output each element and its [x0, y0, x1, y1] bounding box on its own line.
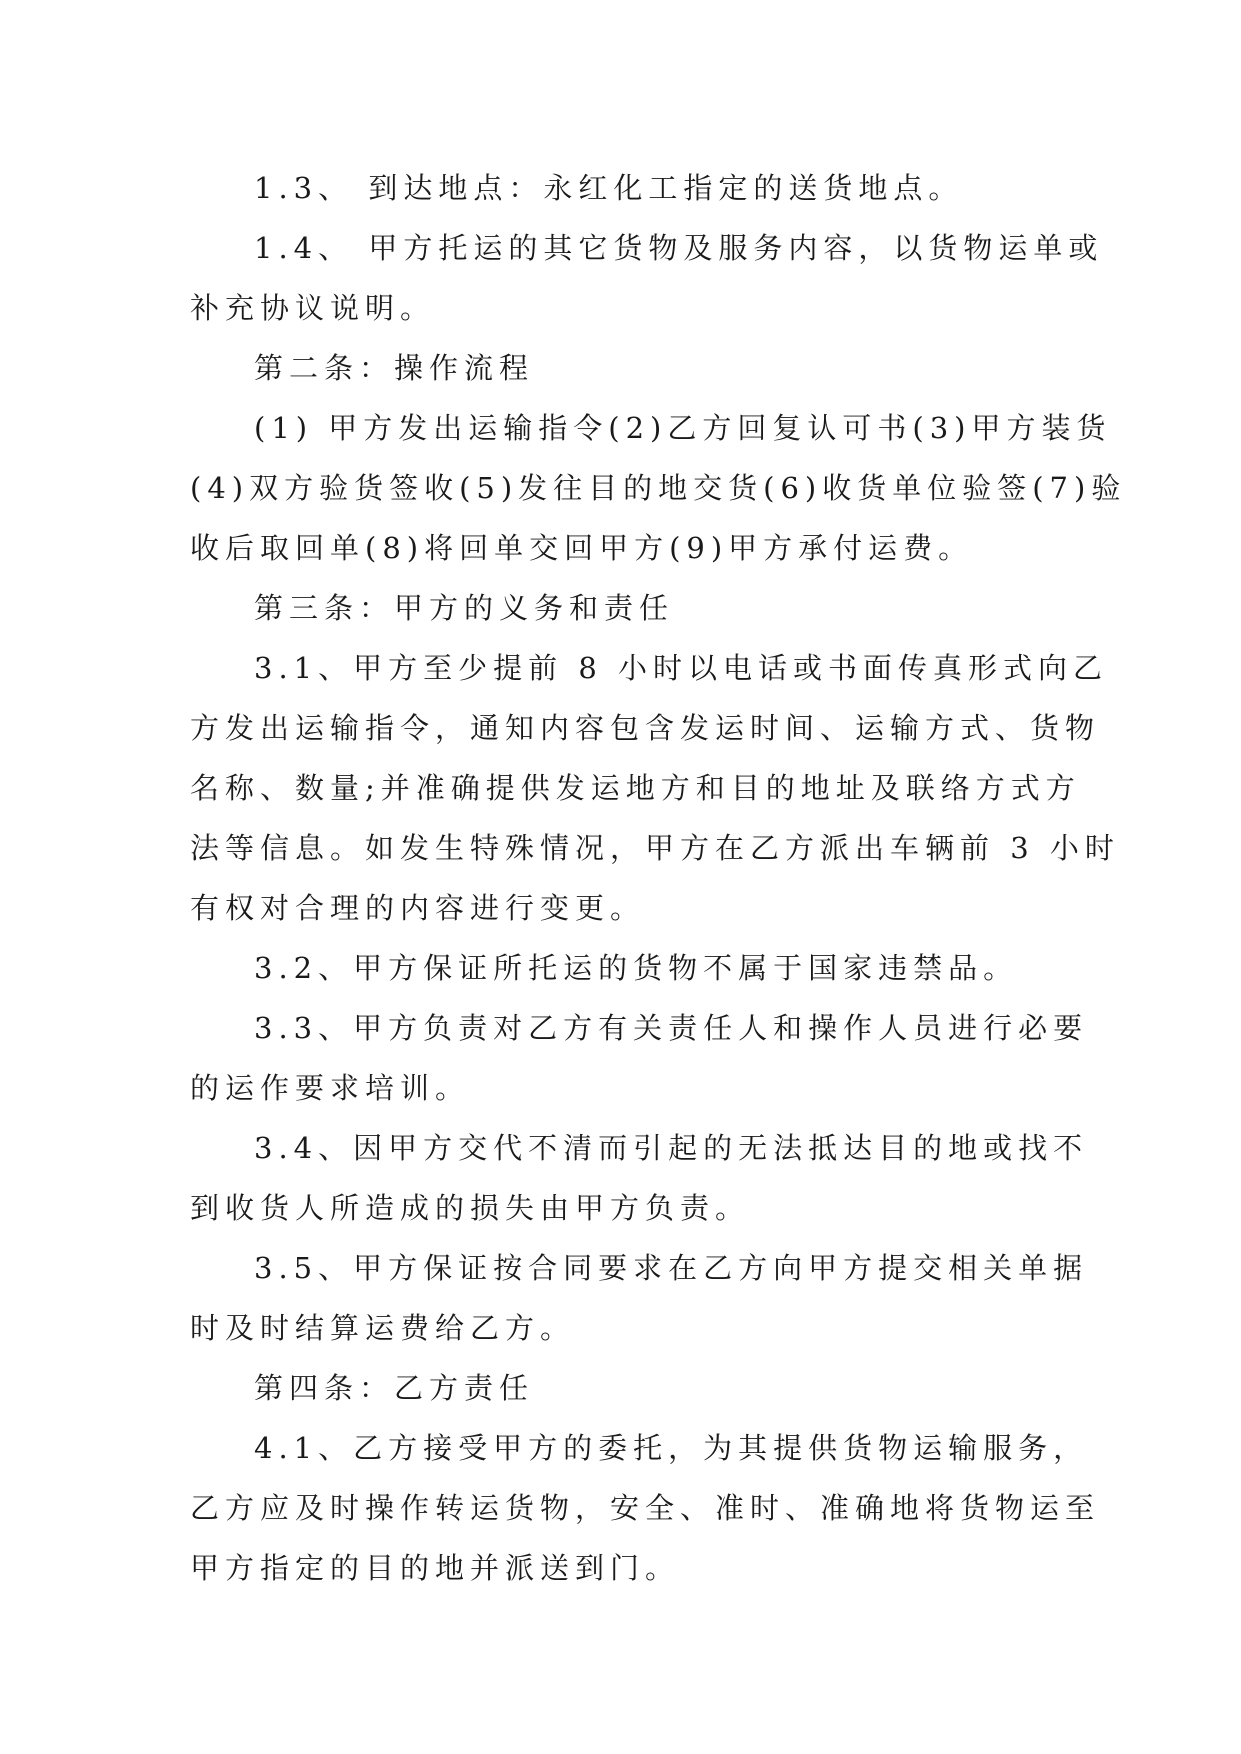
document-body	[190, 158, 1127, 1598]
text-line: 3.4、因甲方交代不清而引起的无法抵达目的地或找不	[254, 1131, 1089, 1165]
text-line: 4.1、乙方接受甲方的委托，为其提供货物运输服务，	[254, 1431, 1089, 1465]
text-line: 到收货人所造成的损失由甲方负责。	[190, 1191, 751, 1225]
text-line: 名称、数量;并准确提供发运地方和目的地址及联络方式方	[190, 771, 1081, 805]
text-line: 的运作要求培训。	[190, 1071, 471, 1105]
text-line: 乙方应及时操作转运货物，安全、准时、准确地将货物运至	[190, 1491, 1101, 1525]
text-line: 甲方指定的目的地并派送到门。	[190, 1551, 681, 1585]
text-line: 有权对合理的内容进行变更。	[190, 891, 646, 925]
section-heading: 第四条：乙方责任	[254, 1371, 535, 1405]
text-line: 1.3、 到达地点：永红化工指定的送货地点。	[254, 171, 964, 205]
section-heading: 第三条：甲方的义务和责任	[254, 591, 675, 625]
text-line: 3.3、甲方负责对乙方有关责任人和操作人员进行必要	[254, 1011, 1089, 1045]
text-line: 3.5、甲方保证按合同要求在乙方向甲方提交相关单据	[254, 1251, 1089, 1285]
text-line: 1.4、 甲方托运的其它货物及服务内容，以货物运单或	[254, 231, 1104, 265]
text-line: 收后取回单(8)将回单交回甲方(9)甲方承付运费。	[190, 531, 974, 565]
text-line: 3.1、甲方至少提前 8 小时以电话或书面传真形式向乙	[254, 651, 1109, 685]
text-line: 法等信息。如发生特殊情况，甲方在乙方派出车辆前 3 小时	[190, 831, 1120, 865]
text-line: 3.2、甲方保证所托运的货物不属于国家违禁品。	[254, 951, 1019, 985]
text-line: 方发出运输指令，通知内容包含发运时间、运输方式、货物	[190, 711, 1101, 745]
text-line: (1) 甲方发出运输指令(2)乙方回复认可书(3)甲方装货	[254, 411, 1112, 445]
section-heading: 第二条：操作流程	[254, 351, 535, 385]
text-line: (4)双方验货签收(5)发往目的地交货(6)收货单位验签(7)验	[190, 471, 1127, 505]
text-line: 补充协议说明。	[190, 291, 436, 325]
text-line: 时及时结算运费给乙方。	[190, 1311, 576, 1345]
